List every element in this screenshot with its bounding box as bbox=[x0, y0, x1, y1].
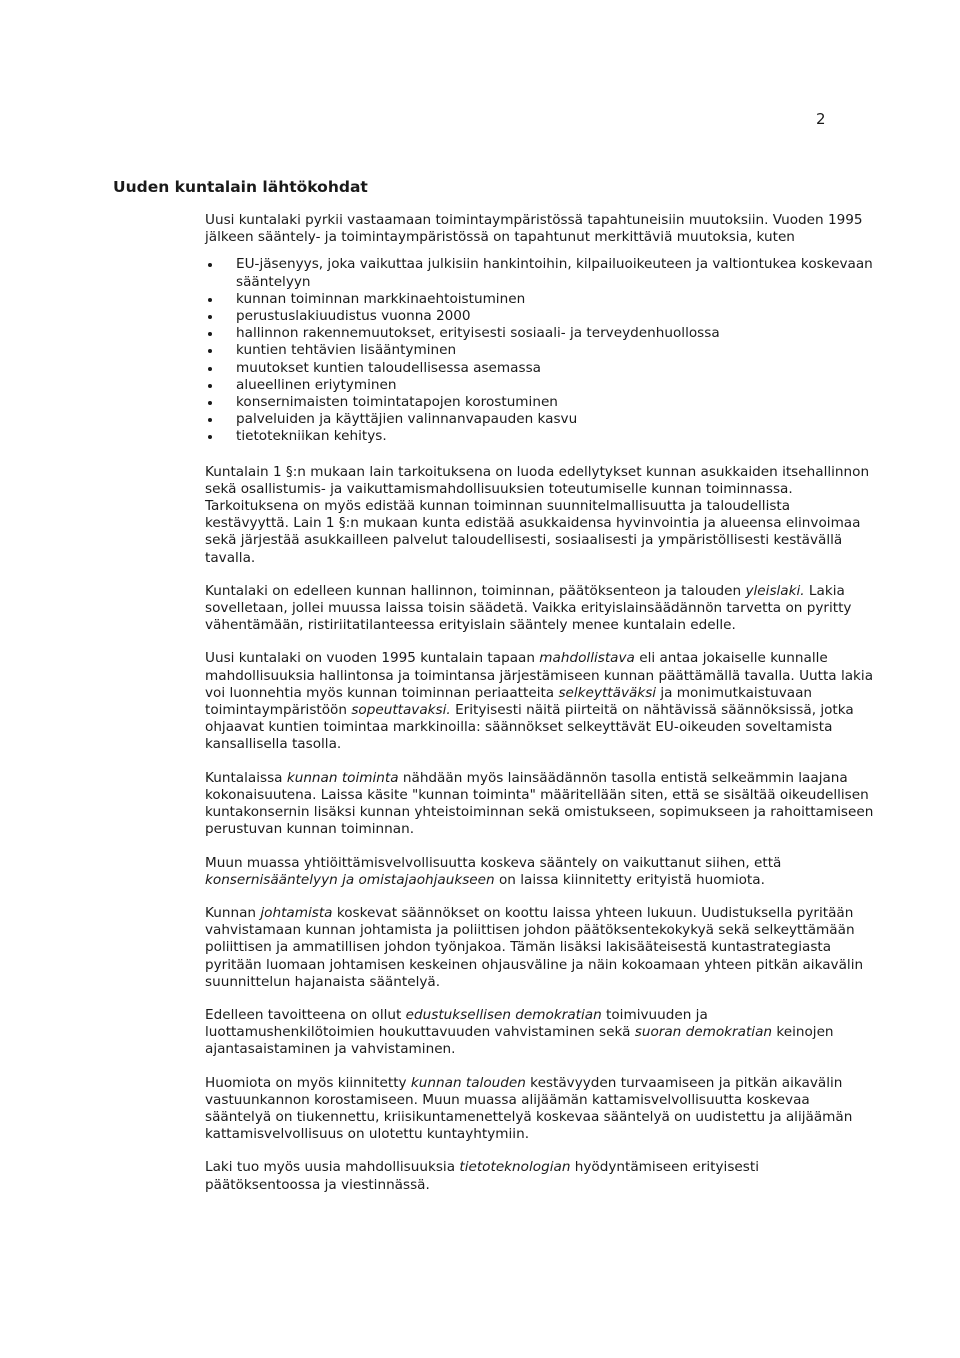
list-item: hallinnon rakennemuutokset, erityisesti sosiaali- ja terveydenhuollossa bbox=[205, 325, 877, 342]
emphasis: konsernisääntelyyn ja omistajaohjaukseen bbox=[205, 871, 495, 888]
intro-paragraph: Uusi kuntalaki pyrkii vastaamaan toimintaympäristössä tapahtuneisiin muutoksiin. Vuoden 1995 jälkeen sääntely- ja toimintaympäristössä on tapahtunut merkittäviä muutoksia, kuten bbox=[205, 212, 863, 246]
emphasis: johtamista bbox=[260, 904, 333, 921]
text-run: kestävyyden turvaamiseen ja pitkän aikavälin vastuunkannon korostamiseen. Muun muassa alijäämän kattamisvelvollisuutta koskevaa sääntelyä on tiukennettu, kriisikuntamenettelyä koskevaa sääntelyä on uudistettu ja alijäämän kattamisvelvollisuus on ulotettu kuntayhtymiin. bbox=[205, 1074, 853, 1143]
list-item: perustuslakiuudistus vuonna 2000 bbox=[205, 308, 877, 325]
text-run: Erityisesti näitä piirteitä on nähtävissä säännöksissä, jotka ohjaavat kuntien toimintaa markkinoilla: säännökset selkeyttävät EU-oikeuden soveltamista kansallisella tasolla. bbox=[205, 702, 854, 753]
emphasis: sopeuttavaksi. bbox=[351, 702, 451, 719]
text-run: eli antaa jokaiselle kunnalle mahdollisuuksia hallintonsa ja toimintansa järjestämiseen kunnan päättämällä tavalla. Uutta lakia voi luonnehtia myös kunnan toiminnan periaatteita bbox=[205, 650, 874, 701]
text-run: Uusi kuntalaki on vuoden 1995 kuntalain tapaan bbox=[205, 650, 540, 667]
emphasis: kunnan toiminta bbox=[286, 769, 399, 786]
text-run: Huomiota on myös kiinnitetty bbox=[205, 1074, 411, 1091]
emphasis: yleislaki. bbox=[745, 582, 805, 599]
text-run: Laki tuo myös uusia mahdollisuuksia bbox=[205, 1159, 460, 1176]
paragraph-leadership bbox=[205, 905, 877, 991]
text-run: on laissa kiinnitetty erityistä huomiota. bbox=[494, 871, 765, 888]
list-item: EU-jäsenyys, joka vaikuttaa julkisiin hankintoihin, kilpailuoikeuteen ja valtiontukea koskevaan sääntelyyn bbox=[205, 256, 877, 290]
paragraph-democracy bbox=[205, 1007, 877, 1059]
paragraph-general-law bbox=[205, 583, 877, 635]
emphasis: kunnan talouden bbox=[410, 1074, 526, 1091]
list-item: tietotekniikan kehitys. bbox=[205, 428, 877, 445]
text-run: toimivuuden ja luottamushenkilötoimien houkuttavuuden vahvistaminen sekä bbox=[205, 1006, 708, 1041]
changes-list bbox=[205, 256, 877, 445]
text-run: Kuntalaissa bbox=[205, 769, 287, 786]
emphasis: tietoteknologian bbox=[459, 1159, 571, 1176]
text-run: Kuntalaki on edelleen kunnan hallinnon, toiminnan, päätöksenteon ja talouden bbox=[205, 582, 746, 599]
text-run: hyödyntämiseen erityisesti päätöksentoossa ja viestinnässä. bbox=[205, 1159, 759, 1193]
paragraph-group-regulation bbox=[205, 855, 877, 889]
list-item: kunnan toiminnan markkinaehtoistuminen bbox=[205, 291, 877, 308]
list-item: konsernimaisten toimintatapojen korostuminen bbox=[205, 394, 877, 411]
list-item: kuntien tehtävien lisääntyminen bbox=[205, 342, 877, 359]
text-run: ja monimutkaistuvaan toimintaympäristöön bbox=[205, 684, 813, 719]
emphasis: selkeyttäväksi bbox=[558, 684, 657, 701]
paragraph-technology bbox=[205, 1159, 877, 1193]
text-run: Muun muassa yhtiöittämisvelvollisuutta koskeva sääntely on vaikuttanut siihen, että bbox=[205, 854, 782, 871]
text-run: Kunnan bbox=[205, 904, 261, 921]
text-run: nähdään myös lainsäädännön tasolla entistä selkeämmin laajana kokonaisuutena. Laissa käsite "kunnan toiminta" määritellään siten, että se sisältää oikeudellisen kuntakonsernin lisäksi kunnan yhteistoiminnan sekä omistukseen, sopimukseen ja rahoittamiseen perustuvan kunnan toiminnan. bbox=[205, 769, 874, 838]
list-item: alueellinen eriytyminen bbox=[205, 377, 877, 394]
text-run: Edelleen tavoitteena on ollut bbox=[205, 1006, 406, 1023]
text-run: koskevat säännökset on koottu laissa yhteen lukuun. Uudistuksella pyritään vahvistamaan kunnan johtamista ja poliittisen johdon päätöksentekokykyä sekä selkeyttämään poliittisen ja ammatillisen johdon työnjakoa. Tämän lisäksi lakisääteisestä kuntastrategiasta pyritään luomaan johtamisen keskeinen ohjausväline ja näin kokoamaan yhteen pitkän aikavälin suunnittelun hajanaista sääntelyä. bbox=[205, 904, 864, 990]
document-body bbox=[205, 212, 877, 1194]
paragraph-economy bbox=[205, 1075, 877, 1144]
page-number: 2 bbox=[816, 110, 826, 128]
emphasis: edustuksellisen demokratian bbox=[405, 1006, 602, 1023]
paragraph-municipal-activity bbox=[205, 770, 877, 839]
emphasis: mahdollistava bbox=[539, 650, 635, 667]
text-run: keinojen ajantasaistaminen ja vahvistaminen. bbox=[205, 1024, 834, 1058]
list-item: palveluiden ja käyttäjien valinnanvapauden kasvu bbox=[205, 411, 877, 428]
emphasis: suoran demokratian bbox=[634, 1024, 773, 1041]
paragraph-purpose: Kuntalain 1 §:n mukaan lain tarkoituksena on luoda edellytykset kunnan asukkaiden itsehallinnon sekä osallistumis- ja vaikuttamismahdollisuuksien toteutumiselle kunnan toiminnassa. Tarkoituksena on myös edistää kunnan toiminnan suunnitelmallisuutta ja taloudellista kestävyyttä. Lain 1 §:n mukaan kunta edistää asukkaidensa hyvinvointia ja alueensa elinvoimaa sekä järjestää asukkailleen palvelut taloudellisesti, sosiaalisesti ja ympäristöllisesti kestävällä tavalla. bbox=[205, 463, 870, 566]
page-title: Uuden kuntalain lähtökohdat bbox=[113, 178, 368, 196]
paragraph-enabling bbox=[205, 650, 877, 753]
list-item: muutokset kuntien taloudellisessa asemassa bbox=[205, 360, 877, 377]
text-run: Lakia sovelletaan, jollei muussa laissa toisin säädetä. Vaikka erityislainsäädännön tarvetta on pyritty vähentämään, ristiriitatilanteessa erityislain sääntely menee kuntalain edelle. bbox=[205, 582, 852, 634]
